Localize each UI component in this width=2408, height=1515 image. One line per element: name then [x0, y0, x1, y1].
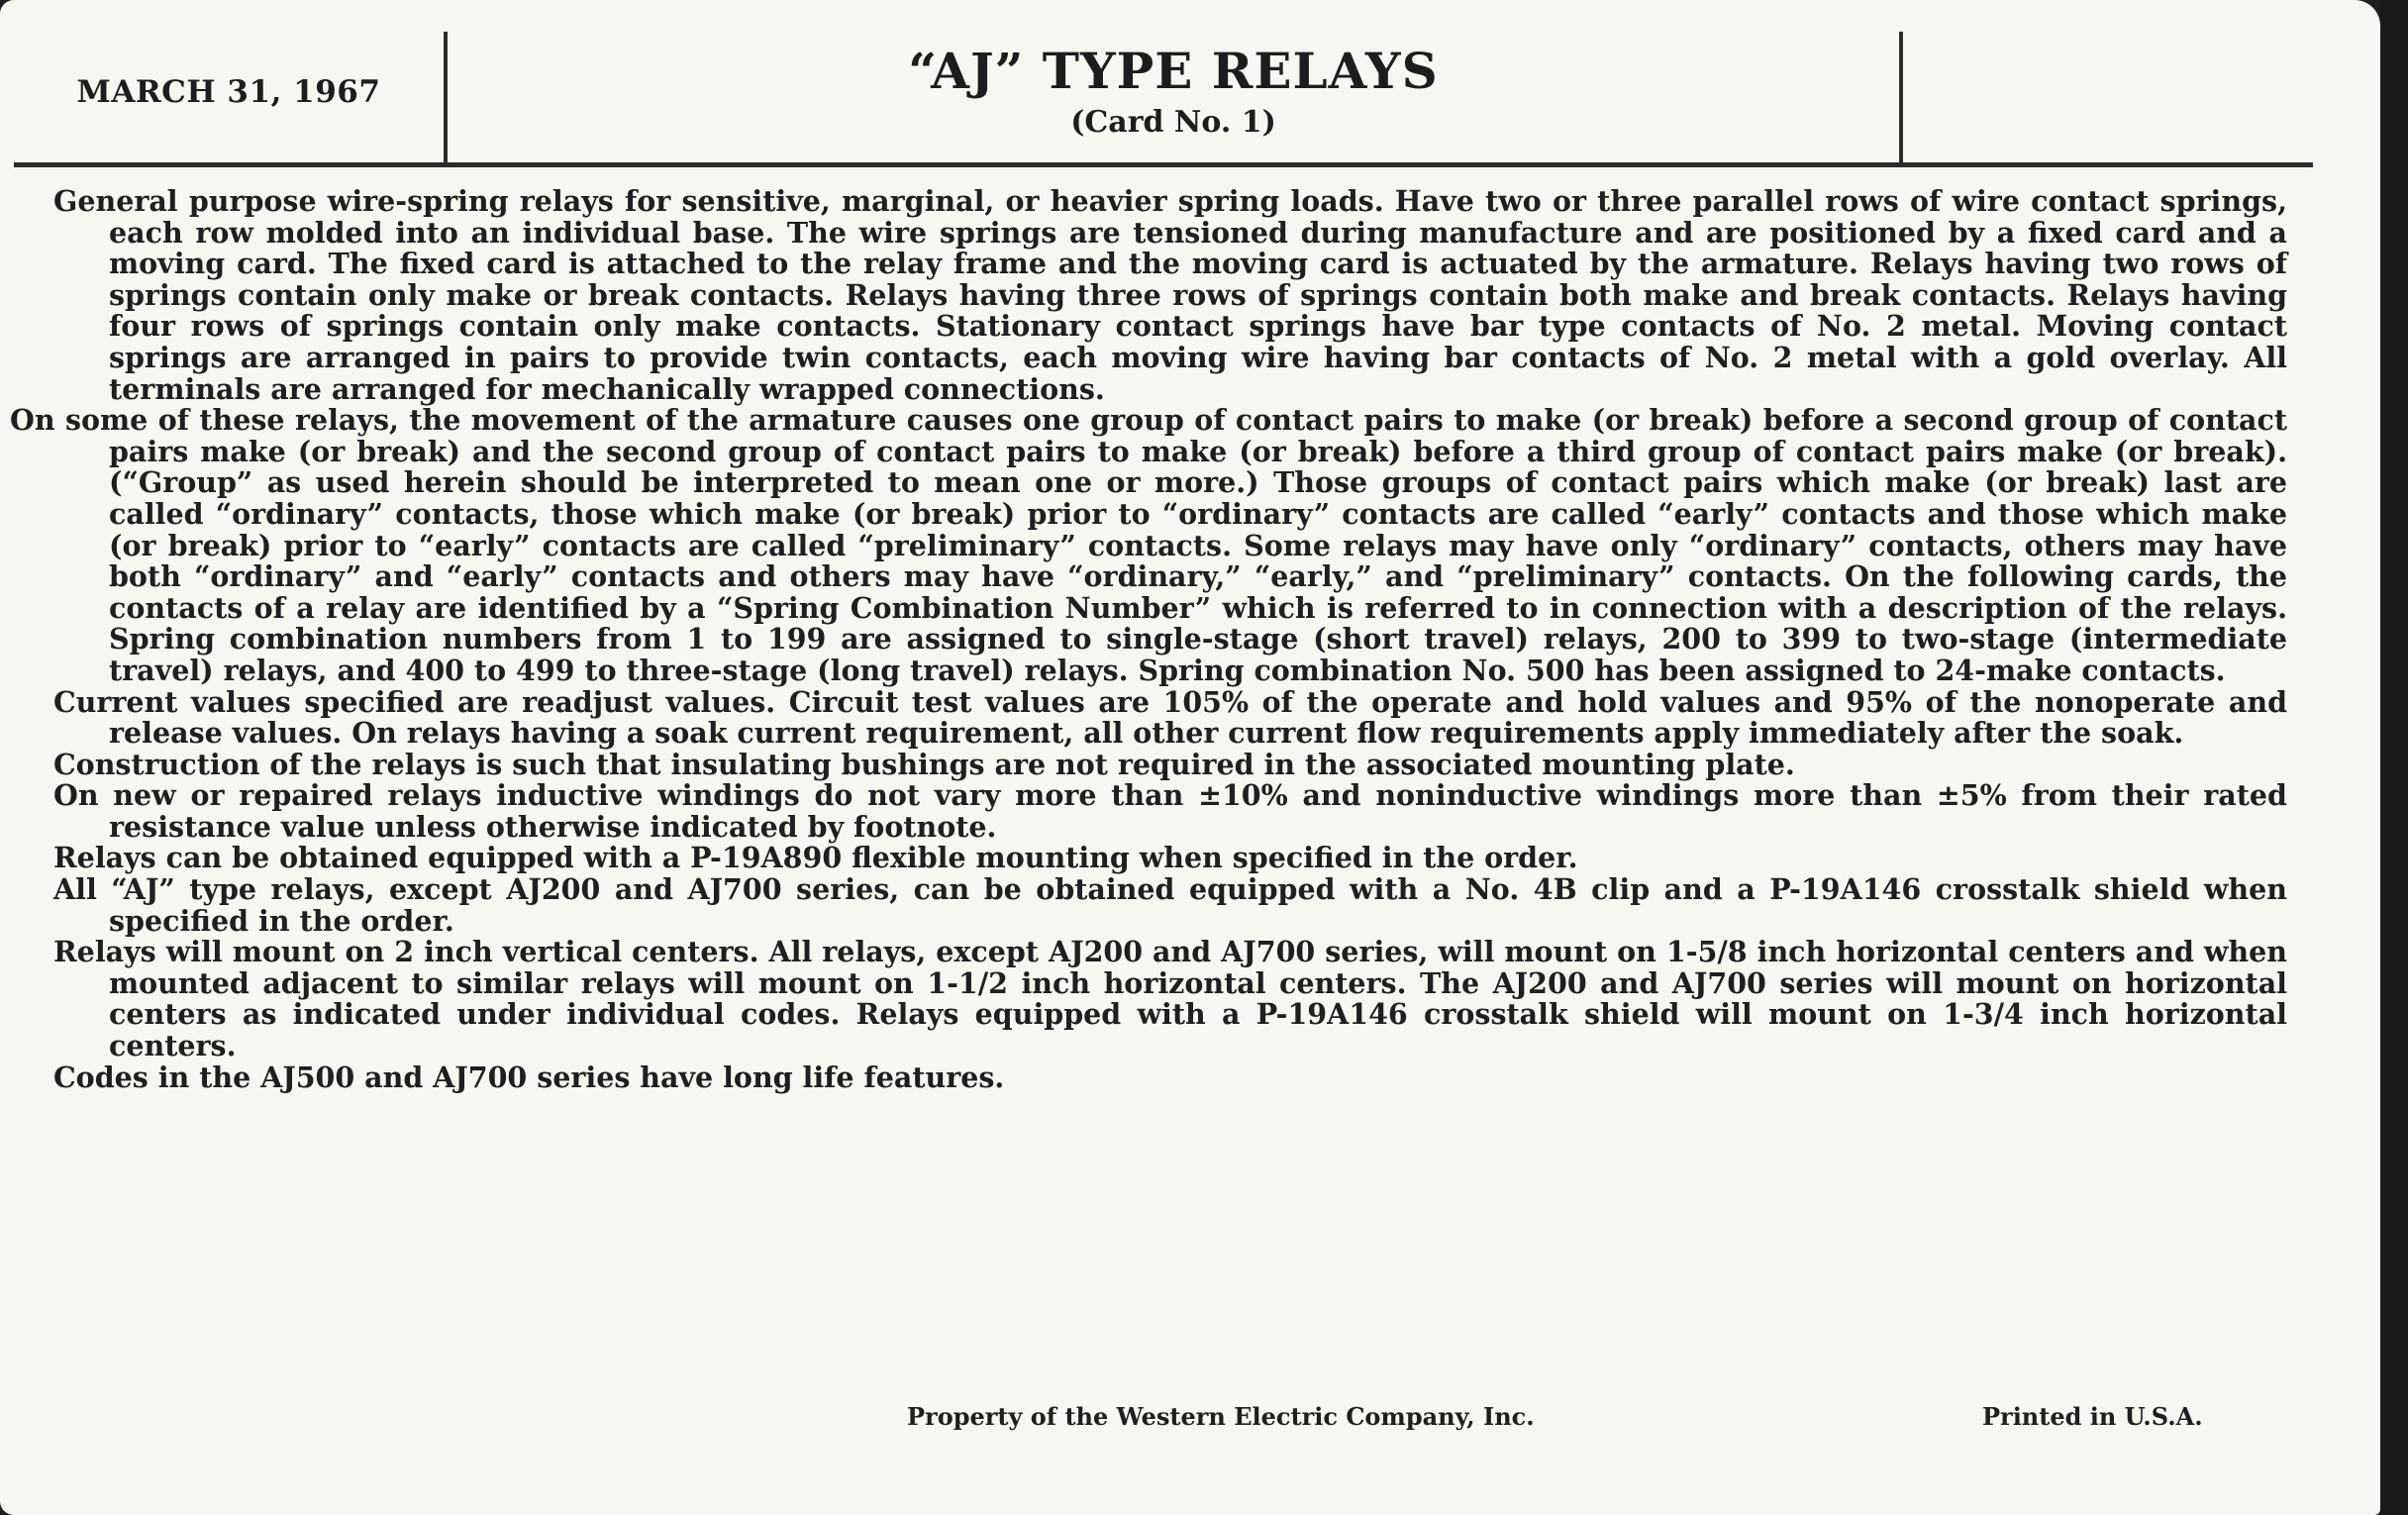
card-header — [14, 22, 2357, 170]
paragraph-flexible-mounting: Relays can be obtained equipped with a P-19A890 flexible mounting when specified in the order. — [53, 841, 1578, 875]
scan-edge — [2380, 0, 2408, 1515]
paragraph-long-life: Codes in the AJ500 and AJ700 series have long life features. — [53, 1060, 1005, 1094]
header-rule — [14, 162, 2313, 167]
paragraph-crosstalk-shield: All “AJ” type relays, except AJ200 and AJ700 series, can be obtained equipped with a No. 4B clip and a P-19A146 crosstalk shield when specified in the order. — [53, 872, 2287, 938]
paragraph-mounting-centers: Relays will mount on 2 inch vertical centers. All relays, except AJ200 and AJ700 series, will mount on 1-5/8 inch horizontal centers and when mounted adjacent to similar relays will mount on 1-1/2 inch horizontal centers. The AJ200 and AJ700 series will mount on horizontal centers as indicated under individual codes. Relays equipped with a P-19A146 crosstalk shield will mount on 1-3/4 inch horizontal centers. — [53, 935, 2287, 1063]
card-title: “AJ” TYPE RELAYS — [908, 42, 1439, 100]
footer-property: Property of the Western Electric Company, Inc. — [907, 1402, 1535, 1431]
title-box — [448, 22, 1899, 162]
paragraph-general-purpose: General purpose wire-spring relays for sensitive, marginal, or heavier spring loads. Have two or three parallel rows of wire contact springs, each row molded into an individual base. The wire springs are tensioned during manufacture and are positioned by a fixed card and a moving card. The fixed card is attached to the relay frame and the moving card is actuated by the armature. Relays having two rows of springs contain only make or break contacts. Relays having three rows of springs contain both make and break contacts. Relays having four rows of springs contain only make contacts. Stationary contact springs have bar type contacts of No. 2 metal. Moving contact springs are arranged in pairs to provide twin contacts, each moving wire having bar contacts of No. 2 metal with a gold overlay. All terminals are arranged for mechanically wrapped connections. — [53, 184, 2287, 406]
card-date: MARCH 31, 1967 — [76, 74, 381, 110]
paragraph-windings: On new or repaired relays inductive windings do not vary more than ±10% and noninductive windings more than ±5% from their rated resistance value unless otherwise indicated by footnote. — [53, 778, 2287, 844]
card-body — [10, 186, 2287, 1093]
card-subtitle: (Card No. 1) — [1070, 105, 1276, 140]
paragraph-current-values: Current values specified are readjust values. Circuit test values are 105% of the operate and hold values and 95% of the nonoperate and release values. On relays having a soak current requirement, all other current flow requirements apply immediately after the soak. — [53, 684, 2287, 751]
footer-printed: Printed in U.S.A. — [1982, 1402, 2203, 1431]
paragraph-contact-groups: On some of these relays, the movement of the armature causes one group of contact pairs to make (or break) before a second group of contact pairs make (or break) and the second group of contact pairs to make (or break) before a third group of contact pairs make (or break). (“Group” as used herein should be interpreted to mean one or more.) Those groups of contact pairs which make (or break) last are called “ordinary” contacts, those which make (or break) prior to “ordinary” contacts are called “early” contacts and those which make (or break) prior to “early” contacts are called “preliminary” contacts. Some relays may have only “ordinary” contacts, others may have both “ordinary” and “early” contacts and others may have “ordinary,” “early,” and “preliminary” contacts. On the following cards, the contacts of a relay are identified by a “Spring Combination Number” which is referred to in connection with a description of the relays. Spring combination numbers from 1 to 199 are assigned to single-stage (short travel) relays, 200 to 399 to two-stage (intermediate travel) relays, and 400 to 499 to three-stage (long travel) relays. Spring combination No. 500 has been assigned to 24-make contacts. — [10, 403, 2287, 687]
header-divider-right — [1899, 32, 1903, 164]
paragraph-construction: Construction of the relays is such that insulating bushings are not required in the associated mounting plate. — [53, 747, 1795, 781]
